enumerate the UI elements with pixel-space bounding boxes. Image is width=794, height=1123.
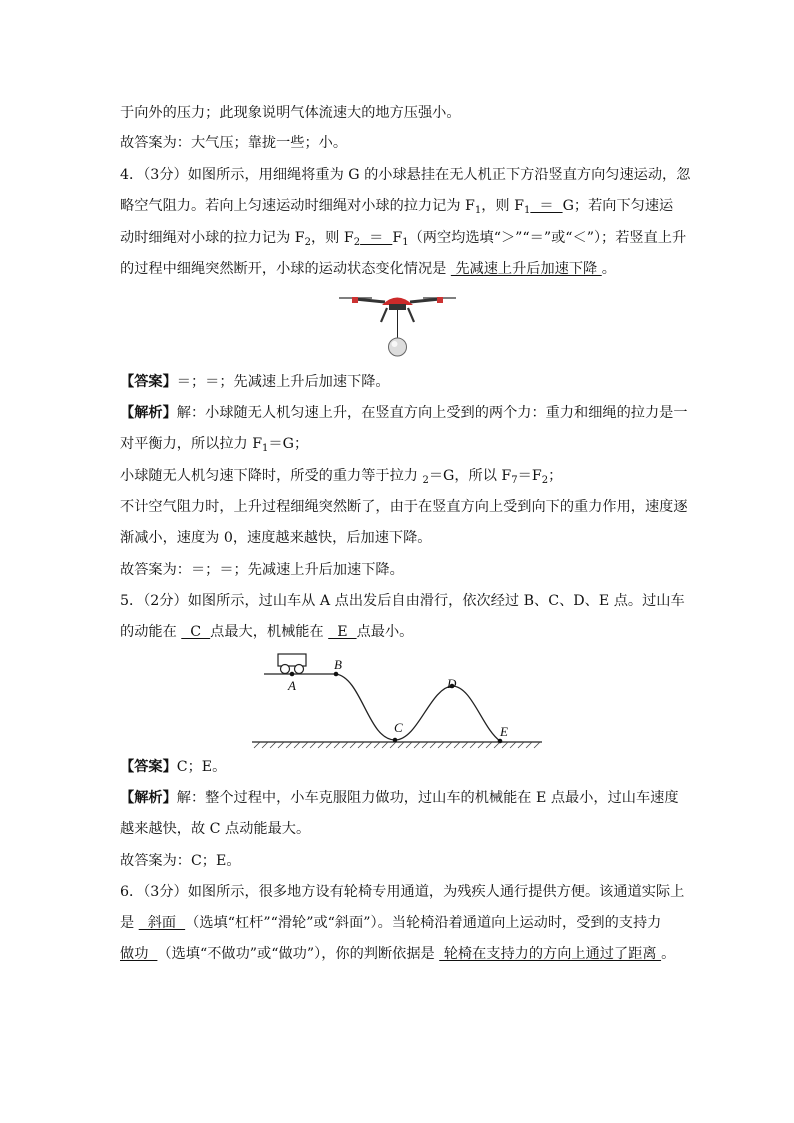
answer-blank: C [181,624,211,640]
answer-line: 【答案】C；E。 [120,759,227,775]
text-line: 故答案为：大气压；靠拢一些；小。 [120,135,348,151]
question-6-line: 是 斜面 （选填“杠杆”“滑轮”或“斜面”）。当轮椅沿着通道向上运动时，受到的支持力 [120,915,662,931]
question-6-line: 6．（3分）如图所示，很多地方设有轮椅专用通道，为残疾人通行提供方便。该通道实际上 [120,884,685,900]
drone-figure [335,288,460,360]
analysis-line: 【解析】解：小球随无人机匀速上升，在竖直方向上受到的两个力：重力和细绳的拉力是一 [120,405,688,421]
analysis-line: 渐减小，速度为 0，速度越来越快，后加速下降。 [120,530,432,546]
analysis-line: 【解析】解：整个过程中，小车克服阻力做功，过山车的机械能在 E 点最小，过山车速度 [120,790,679,806]
answer-line: 【答案】＝；＝；先减速上升后加速下降。 [120,374,390,390]
final-answer-line: 故答案为：C；E。 [120,853,241,869]
point-a-label: A [288,678,296,693]
question-5-line: 的动能在 C 点最大，机械能在 E 点最小。 [120,624,414,640]
point-b-label: B [334,657,342,672]
answer-blank: 轮椅在支持力的方向上通过了距离 [439,946,662,962]
question-4-line: 略空气阻力。若向上匀速运动时细绳对小球的拉力记为 $F_1$，则 $F_1 = G$；若向下匀速运 [120,198,674,216]
final-answer-line: 故答案为：＝；＝；先减速上升后加速下降。 [120,562,404,578]
answer-blank: 做功 [120,946,158,962]
analysis-line: 越来越快，故 C 点动能最大。 [120,821,311,837]
answer-blank: 先减速上升后加速下降 [450,261,602,277]
point-c-label: C [394,720,403,735]
point-e-label: E [500,724,508,739]
question-4-line: 4．（3分）如图所示，用细绳将重为 G 的小球悬挂在无人机正下方沿竖直方向匀速运动，忽 [120,167,691,183]
answer-blank: 斜面 [138,915,186,931]
question-4-line: 动时细绳对小球的拉力记为 $F_2$，则 $F_2 = F_1$（两空均选填“＞”“＝”或“＜”）；若竖直上升 [120,230,687,248]
analysis-line: 对平衡力，所以拉力 $F_1=G$； [120,436,309,454]
analysis-line: 不计空气阻力时，上升过程细绳突然断了，由于在竖直方向上受到向下的重力作用，速度逐 [120,499,688,515]
answer-blank: ＝ [530,198,563,214]
answer-blank: ＝ [360,230,393,246]
roller-coaster-figure [250,648,545,750]
question-6-line: 做功 （选填“不做功”或“做功”），你的判断依据是 轮椅在支持力的方向上通过了距离 。 [120,946,676,962]
answer-blank: E [328,624,357,640]
question-5-line: 5．（2分）如图所示，过山车从 A 点出发后自由滑行，依次经过 B、C、D、E 点。过山车 [120,593,685,609]
text-line: 于向外的压力；此现象说明气体流速大的地方压强小。 [120,105,461,121]
analysis-line: 小球随无人机匀速下降时，所受的重力等于拉力 $_2$＝G，所以 $F_7=F_2$； [120,468,563,486]
question-4-line: 的过程中细绳突然断开，小球的运动状态变化情况是 先减速上升后加速下降 。 [120,261,616,277]
point-d-label: D [447,676,457,691]
